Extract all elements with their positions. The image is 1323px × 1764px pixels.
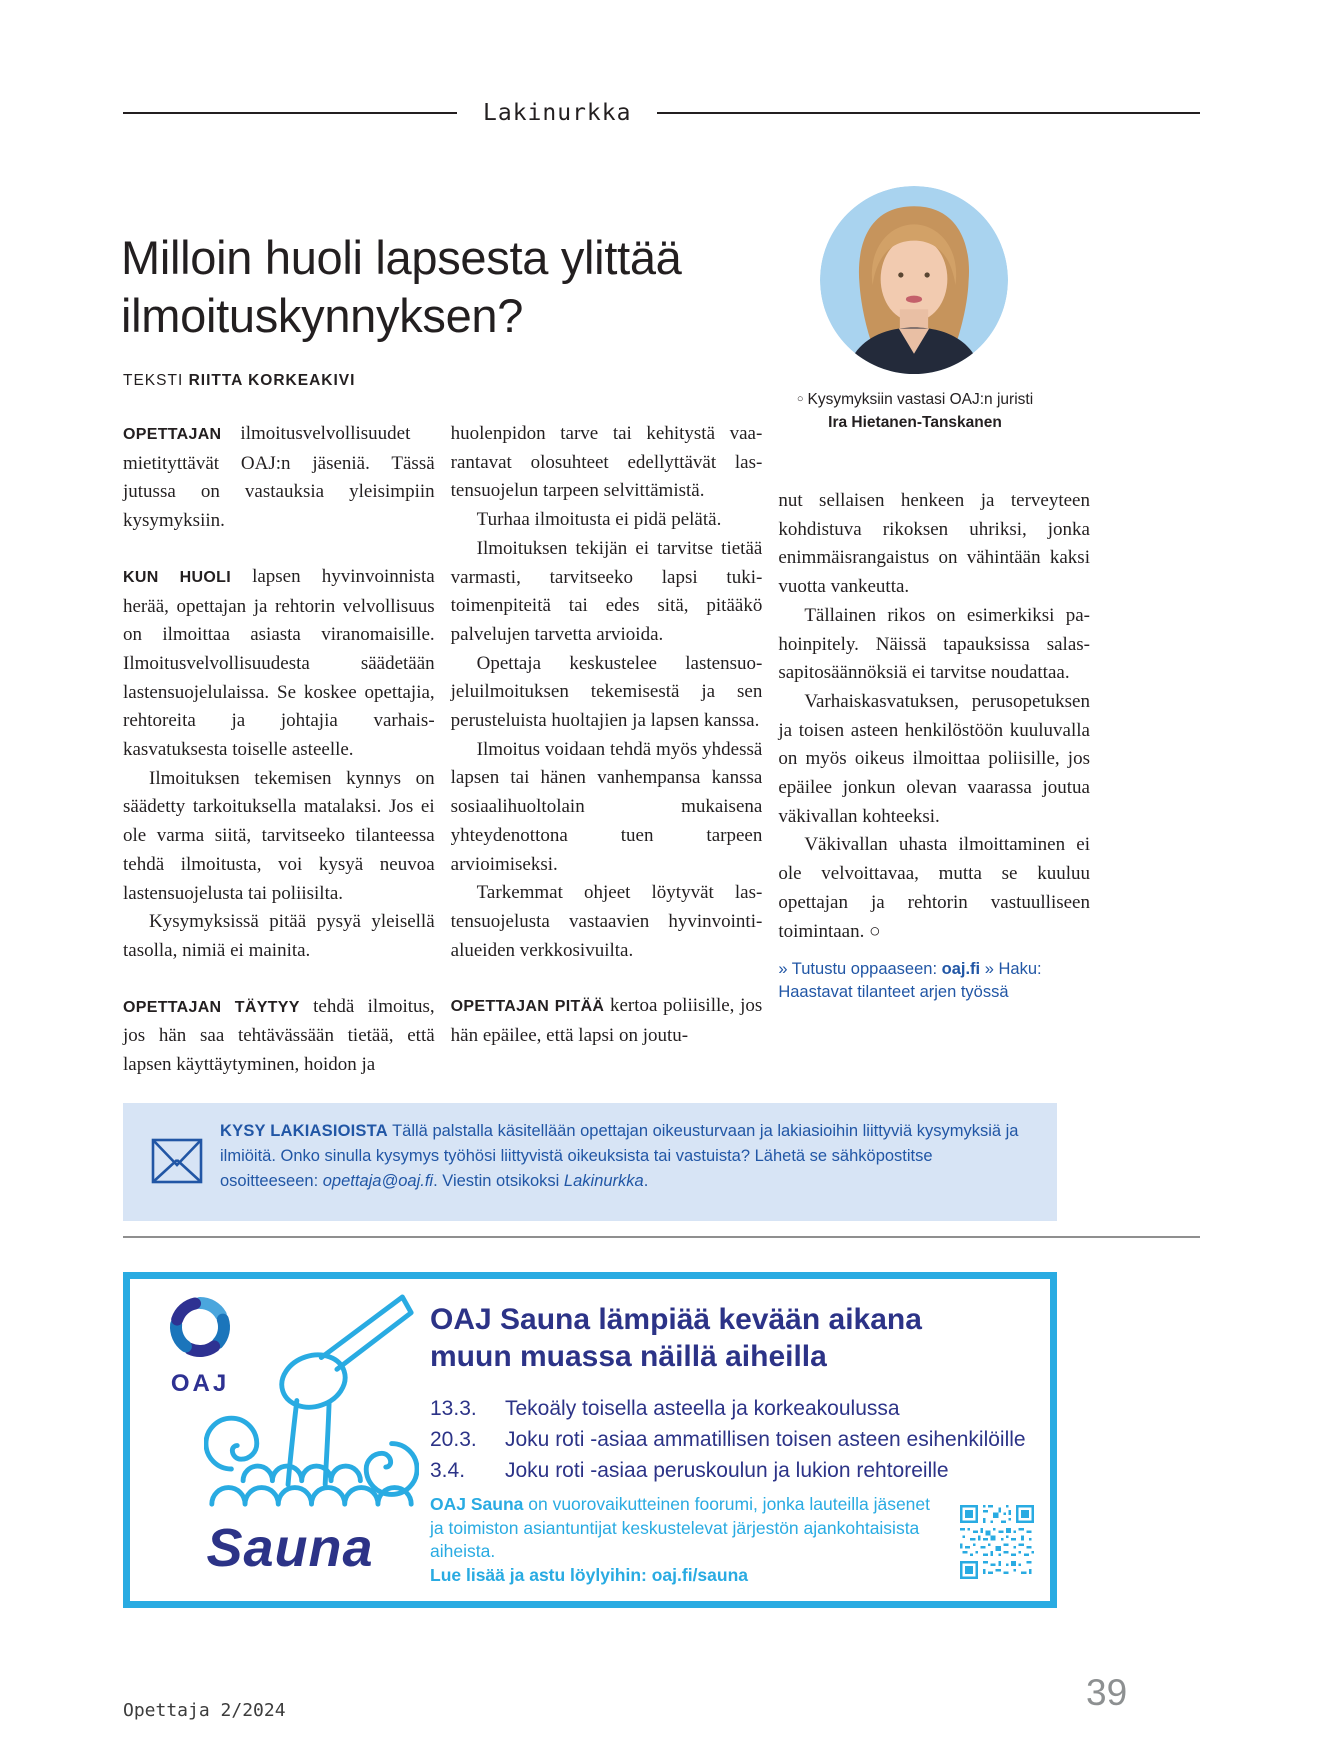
section-divider bbox=[123, 1236, 1200, 1238]
caption-text: Kysymyksiin vastasi OAJ:n juristi bbox=[807, 391, 1034, 408]
article-column-1 bbox=[123, 420, 435, 1080]
paragraph: OPETTAJAN TÄYTYY tehdä ilmoitus, jos hän saa tehtävässään tietää, että lapsen käyttäytyminen, hoidon ja bbox=[123, 995, 435, 1076]
paragraph: huolenpidon tarve tai kehitystä vaarantavat olosuhteet edellyttävät lastensuojelun tarpeen selvittämistä. bbox=[450, 423, 763, 502]
ask-legal-lead: KYSY LAKIASIOISTA bbox=[220, 1122, 388, 1140]
article-column-2 bbox=[451, 420, 763, 1080]
guide-link-url[interactable]: oaj.fi bbox=[941, 960, 981, 979]
sauna-desc-lead: OAJ Sauna bbox=[430, 1494, 524, 1514]
schedule-date: 13.3. bbox=[430, 1397, 477, 1420]
magazine-issue-label: Opettaja 2/2024 bbox=[123, 1700, 286, 1721]
page-number: 39 bbox=[1086, 1672, 1128, 1713]
schedule-date: 3.4. bbox=[430, 1459, 466, 1482]
paragraph: Väkivallan uhasta ilmoittaminen ei ole velvoittavaa, mutta se kuuluu opettajan ja rehtorin vastuulliseen toimintaan. ○ bbox=[778, 834, 1090, 942]
paragraph: nut sellaisen henkeen ja terveyteen kohdistuva rikoksen uhriksi, jonka enimmäisrangaistus on vähintään kaksi vuotta vankeutta. bbox=[778, 490, 1090, 598]
ask-legal-text: KYSY LAKIASIOISTA Tällä palstalla käsitellään opettajan oikeusturvaan ja lakiasioihin liittyviä kysymyksiä ja ilmiöitä. Onko sinulla kysymys työhösi liittyvistä oikeuksista tai vastuista? Lähetä se sähköpostitse osoitteeseen: opettaja@oaj.fi. Viestin otsikoksi Lakinurkka. bbox=[220, 1122, 1019, 1190]
email-link[interactable]: opettaja@oaj.fi bbox=[322, 1172, 434, 1190]
paragraph: Turhaa ilmoitusta ei pidä pelätä. bbox=[476, 509, 722, 531]
sauna-ladle-illustration bbox=[204, 1287, 419, 1522]
paragraph: OPETTAJAN ilmoitusvelvollisuudet mietityttävät OAJ:n jäseniä. Tässä jutussa on vastauksia yleisimpiin kysymyksiin. bbox=[123, 423, 435, 532]
sauna-schedule bbox=[430, 1393, 1026, 1486]
sauna-cta-link[interactable]: Lue lisää ja astu löylyihin: oaj.fi/sauna bbox=[430, 1564, 749, 1585]
qr-code bbox=[960, 1505, 1034, 1579]
paragraph: Ilmoitus voidaan tehdä myös yhdessä lapsen tai hänen vanhempansa kanssa sosiaalihuoltolain mukaisena yhteydenottona tuen tarpeen arvioimiseksi. bbox=[450, 738, 763, 875]
schedule-row bbox=[430, 1393, 1026, 1424]
sauna-description: OAJ Sauna on vuorovaikutteinen foorumi, jonka lauteilla jäsenet ja toimiston asiantuntijat keskustelevat järjestön ajankohtaisista aiheista. Lue lisää ja astu löylyihin: oaj.fi/sauna bbox=[430, 1494, 931, 1585]
paragraph: Tällainen rikos on esimerkiksi pahoinpitely. Näissä tapauksissa salassapitosäännöksiä ei tarvitse noudattaa. bbox=[778, 604, 1090, 684]
oaj-sauna-ad bbox=[123, 1272, 1057, 1608]
caption-marker-icon: ○ bbox=[796, 393, 804, 405]
paragraph: OPETTAJAN PITÄÄ kertoa poliisille, jos hän epäilee, että lapsi on joutu- bbox=[450, 995, 763, 1047]
paragraph-lead: OPETTAJAN TÄYTYY bbox=[123, 998, 300, 1016]
sauna-wordmark: Sauna bbox=[206, 1518, 374, 1578]
sauna-ad-title: OAJ Sauna lämpiää kevään aikana muun muassa näillä aiheilla bbox=[430, 1303, 922, 1373]
portrait-illustration bbox=[820, 186, 1008, 374]
paragraph-lead: OPETTAJAN PITÄÄ bbox=[450, 998, 605, 1016]
portrait-photo bbox=[820, 186, 1008, 374]
header-rule-left bbox=[123, 112, 457, 114]
schedule-topic: Joku roti -asiaa peruskoulun ja lukion rehtoreille bbox=[505, 1459, 949, 1482]
guide-link[interactable]: » Tutustu oppaaseen: oaj.fi » Haku: Haastavat tilanteet arjen työssä bbox=[778, 960, 1042, 1002]
paragraph: Varhaiskasvatuksen, perusopetuksen ja toisen asteen henkilöstöön kuuluvalla on myös oikeus ilmoittaa poliisille, jos epäilee jonkun olevan vaarassa joutua väkivallan kohteeksi. bbox=[778, 690, 1090, 827]
ask-legal-box bbox=[123, 1103, 1057, 1221]
section-label: Lakinurkka bbox=[483, 100, 632, 126]
paragraph: Ilmoituksen tekijän ei tarvitse tietää varmasti, tarvitseeko lapsi tukitoimenpiteitä tai edes sitä, pitääkö palvelujen tarvetta arvioida. bbox=[450, 537, 763, 645]
paragraph: Ilmoituksen tekemisen kynnys on säädetty tarkoituksella matalaksi. Jos ei ole varma siitä, tarvitseeko tilanteessa tehdä ilmoitusta, voi kysyä neuvoa lastensuojelusta tai poliisilta. bbox=[123, 767, 435, 904]
article-body bbox=[123, 420, 1090, 1080]
schedule-row bbox=[430, 1424, 1026, 1455]
schedule-row bbox=[430, 1455, 1026, 1486]
byline-prefix: TEKSTI bbox=[123, 372, 184, 389]
svg-text:OAJ: OAJ bbox=[170, 1370, 230, 1397]
schedule-topic: Joku roti -asiaa ammatillisen toisen asteen esihenkilöille bbox=[505, 1428, 1026, 1451]
paragraph: Opettaja keskustelee lastensuojeluilmoituksen tekemisestä ja sen perusteluista huoltajien ja lapsen kanssa. bbox=[450, 652, 763, 732]
article-title: Milloin huoli lapsesta ylittää ilmoituskynnyksen? bbox=[121, 231, 682, 343]
schedule-topic: Tekoäly toisella asteella ja korkeakoulussa bbox=[505, 1397, 900, 1420]
section-header bbox=[123, 100, 1200, 126]
header-rule-right bbox=[657, 112, 1200, 114]
paragraph-lead: KUN HUOLI bbox=[123, 568, 231, 586]
schedule-date: 20.3. bbox=[430, 1428, 477, 1451]
envelope-icon bbox=[151, 1135, 203, 1187]
paragraph-lead: OPETTAJAN bbox=[123, 426, 222, 443]
byline bbox=[123, 372, 355, 390]
paragraph: Tarkemmat ohjeet löytyvät lastensuojelusta vastaavien hyvinvointialueiden verkkosivuilta. bbox=[450, 882, 763, 961]
byline-author: RIITTA KORKEAKIVI bbox=[188, 372, 356, 389]
caption-author: Ira Hietanen-Tanskanen bbox=[828, 414, 1002, 432]
subject-keyword: Lakinurkka bbox=[563, 1172, 644, 1190]
paragraph: KUN HUOLI lapsen hyvinvoinnista herää, opettajan ja rehtorin velvollisuus on ilmoittaa asiasta viranomaisille. Ilmoitusvelvollisuudesta säädetään lastensuojelulaissa. Se koskee opettajia, rehtoreita ja johtajia varhaiskasvatuksesta toiselle asteelle. bbox=[123, 565, 435, 761]
article-column-3 bbox=[778, 420, 1090, 1080]
paragraph: Kysymyksissä pitää pysyä yleisellä tasolla, nimiä ei mainita. bbox=[123, 911, 435, 961]
sauna-illustration-area bbox=[142, 1285, 422, 1591]
